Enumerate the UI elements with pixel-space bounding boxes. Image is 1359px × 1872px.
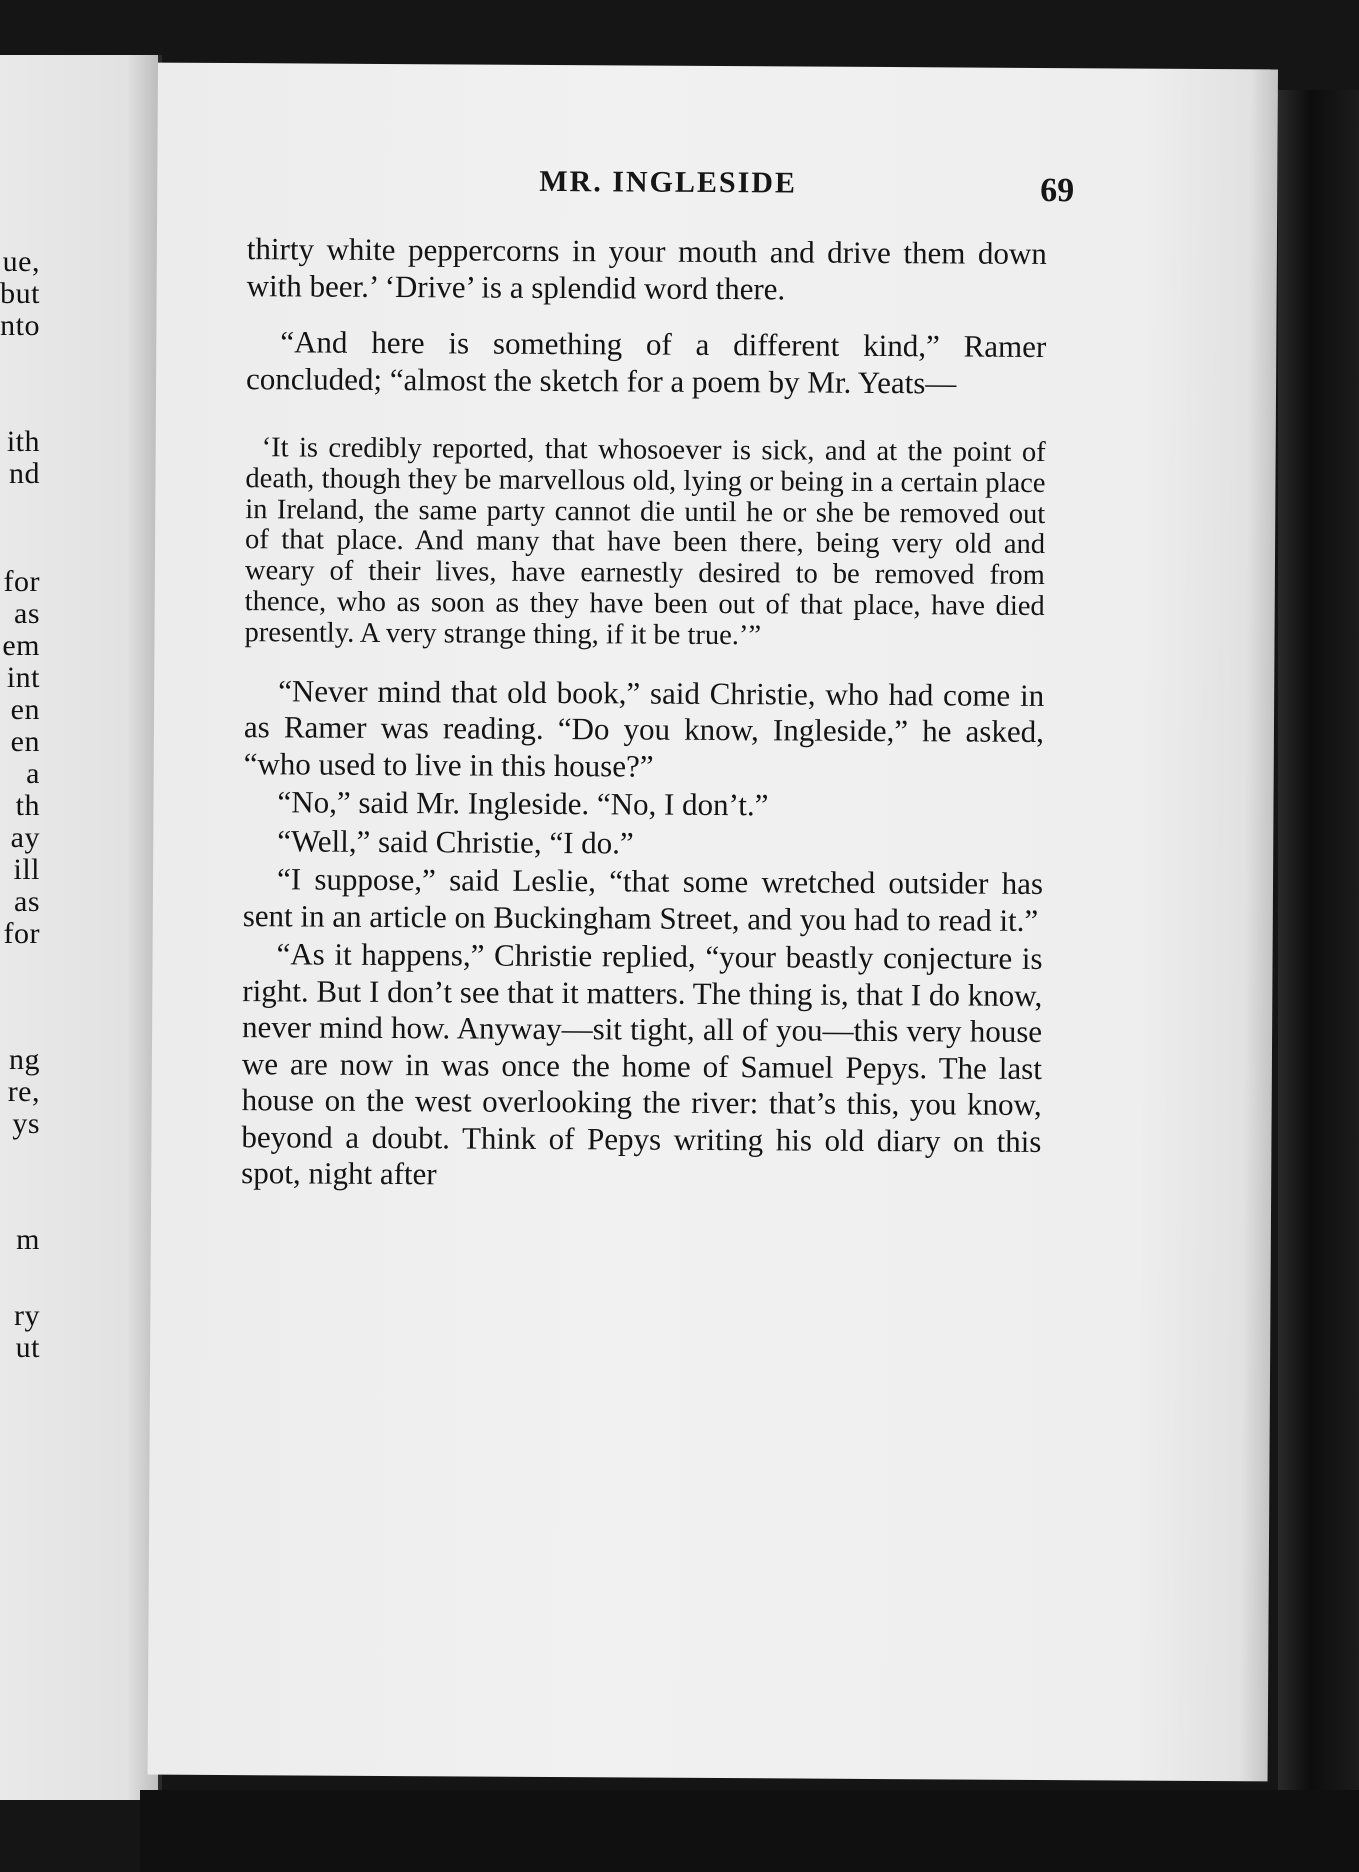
paragraph: “Well,” said Christie, “I do.” [277, 822, 634, 861]
left-page-fragment: as [14, 597, 40, 630]
left-page-fragment: a [26, 757, 40, 790]
body-text [241, 231, 1047, 1198]
paragraph: “I suppose,” said Leslie, “that some wretched outsider has sent in an article on Buckingham Street, and you had to read it.” [242, 861, 1044, 938]
left-page-fragment: ith [6, 425, 40, 458]
paragraph: “And here is something of a different kind,” Ramer concluded; “almost the sketch for a poem by Mr. Yeats— [245, 324, 1047, 400]
left-page-fragment: th [15, 789, 40, 822]
left-page-fragment: but [0, 277, 40, 310]
block-quote: ‘It is credibly reported, that whosoever is sick, and at the point of death, though they be marvellous old, lying or being in a certain place in Ireland, the same party cannot die until he or she be removed out of that place. And many that have been there, being very old and weary of their lives, have earnestly desired to be removed from thence, who as soon as they have been out of that place, have died presently. A very strange thing, if it be true.’” [244, 432, 1046, 652]
left-page-fragment: ng [9, 1043, 40, 1076]
left-page-fragment: re, [7, 1075, 40, 1108]
left-page-fragment: ut [15, 1331, 40, 1364]
scan-bottom-edge [140, 1790, 1359, 1872]
paragraph: “Never mind that old book,” said Christie, who had come in as Ramer was reading. “Do you know, Ingleside,” he asked, “who used to live in this house?” [243, 672, 1045, 784]
left-page-fragment: m [16, 1223, 40, 1256]
paragraph: thirty white peppercorns in your mouth and drive them down with beer.’ ‘Drive’ is a splendid word there. [246, 231, 1047, 306]
left-page-fragment: en [10, 693, 40, 726]
page-edge-shadow [1240, 69, 1278, 1781]
left-facing-page [0, 55, 162, 1800]
left-page-fragment: for [3, 917, 40, 950]
book-binding-edge [1278, 90, 1359, 1872]
paragraph: “No,” said Mr. Ingleside. “No, I don’t.” [277, 784, 769, 823]
left-page-fragment: em [2, 629, 40, 662]
left-page-fragment: as [14, 885, 40, 918]
left-page-fragment: en [10, 725, 40, 758]
left-page-fragment: for [3, 565, 40, 598]
left-page-fragment: nto [0, 309, 40, 342]
left-page-fragment: nd [9, 457, 40, 490]
left-page-fragment: ue, [2, 245, 40, 278]
left-page-fragment: int [6, 661, 40, 694]
left-page-fragment: ry [14, 1299, 40, 1332]
paragraph: “As it happens,” Christie replied, “your beastly conjecture is right. But I don’t see that it matters. The thing is, that I do know, never mind how. Anyway—sit tight, all of you—this very house we are now in was once the home of Samuel Pepys. The last house on the west overlooking the river: that’s this, you know, beyond a doubt. Think of Pepys writing his old diary on this spot, night after [241, 936, 1043, 1192]
page-number: 69 [1040, 171, 1075, 210]
page-header [157, 163, 1277, 220]
left-page-fragment: ys [12, 1107, 40, 1140]
left-page-fragment: ill [13, 853, 40, 886]
running-head: MR. INGLESIDE [539, 164, 798, 200]
left-page-fragment: ay [10, 821, 40, 854]
book-page [148, 63, 1278, 1782]
